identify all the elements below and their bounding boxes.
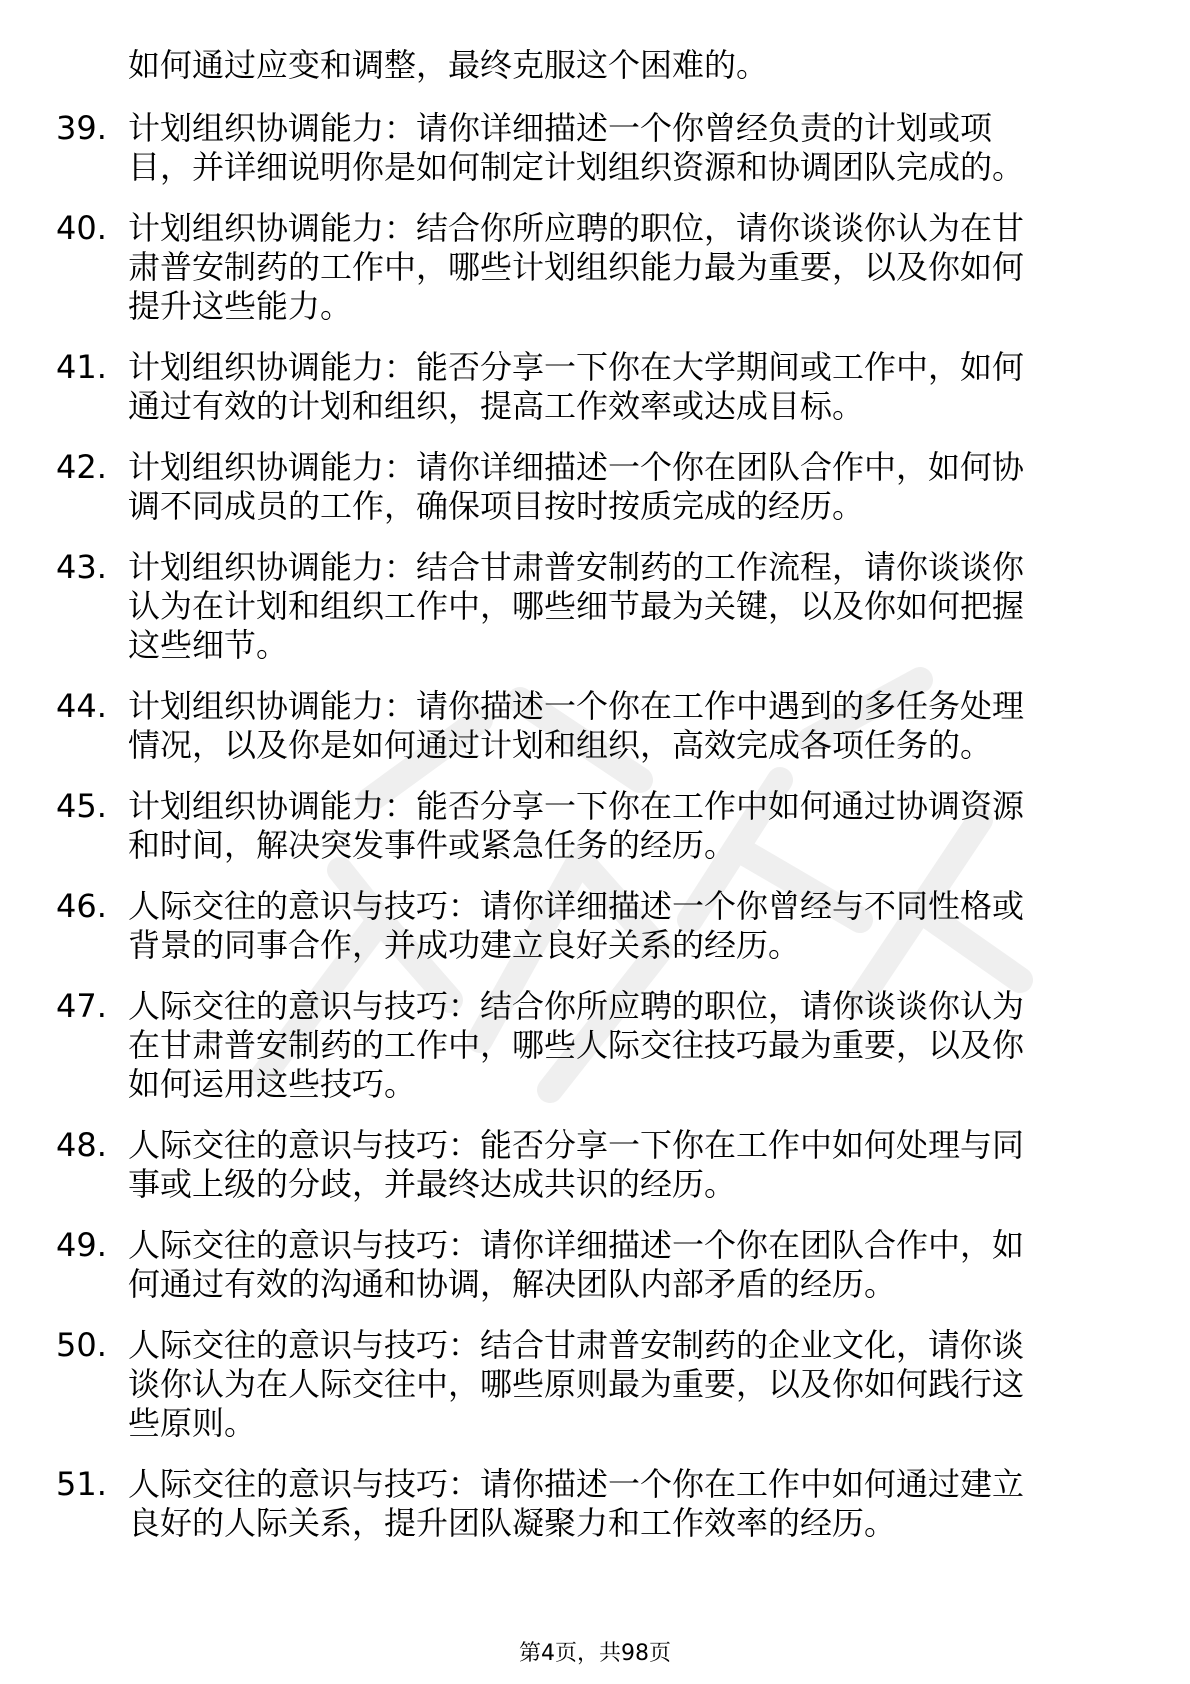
item-text-line: 提升这些能力。 — [128, 287, 353, 325]
item-text-line: 如何运用这些技巧。 — [128, 1065, 417, 1103]
list-item — [56, 209, 1116, 326]
item-number: 42. — [56, 448, 107, 486]
item-number: 49. — [56, 1226, 107, 1264]
item-text-line: 人际交往的意识与技巧：请你详细描述一个你曾经与不同性格或 — [128, 887, 1025, 925]
list-item — [56, 1226, 1116, 1304]
item-number: 41. — [56, 348, 107, 386]
item-number: 39. — [56, 109, 107, 147]
item-text-line: 计划组织协调能力：能否分享一下你在工作中如何通过协调资源 — [128, 787, 1025, 825]
list-item — [56, 548, 1116, 665]
item-number: 51. — [56, 1465, 107, 1503]
list-item — [56, 1465, 1116, 1543]
item-number: 40. — [56, 209, 107, 247]
item-number: 47. — [56, 987, 107, 1025]
item-text-line: 情况，以及你是如何通过计划和组织，高效完成各项任务的。 — [128, 726, 993, 764]
item-text-line: 人际交往的意识与技巧：请你描述一个你在工作中如何通过建立 — [128, 1465, 1025, 1503]
item-text — [128, 687, 1116, 765]
item-text — [128, 548, 1116, 665]
item-text — [128, 448, 1116, 526]
item-text-line: 计划组织协调能力：结合甘肃普安制药的工作流程，请你谈谈你 — [128, 548, 1025, 586]
item-text-line: 事或上级的分歧，并最终达成共识的经历。 — [128, 1165, 737, 1203]
item-number: 44. — [56, 687, 107, 725]
item-number: 45. — [56, 787, 107, 825]
item-text-line: 认为在计划和组织工作中，哪些细节最为关键，以及你如何把握 — [128, 587, 1025, 625]
item-text-line: 通过有效的计划和组织，提高工作效率或达成目标。 — [128, 387, 865, 425]
list-item — [56, 787, 1116, 865]
list-item — [56, 687, 1116, 765]
page-number-footer: 第4页，共98页 — [519, 1641, 671, 1666]
item-text-line: 和时间，解决突发事件或紧急任务的经历。 — [128, 826, 737, 864]
item-number: 43. — [56, 548, 107, 586]
item-text-line: 计划组织协调能力：请你详细描述一个你曾经负责的计划或项 — [128, 109, 993, 147]
item-text-line: 何通过有效的沟通和协调，解决团队内部矛盾的经历。 — [128, 1265, 897, 1303]
item-text-line: 目，并详细说明你是如何制定计划组织资源和协调团队完成的。 — [128, 148, 1025, 186]
item-number: 50. — [56, 1326, 107, 1364]
item-text-line: 计划组织协调能力：请你描述一个你在工作中遇到的多任务处理 — [128, 687, 1025, 725]
item-text — [128, 987, 1116, 1104]
item-text-line: 良好的人际关系，提升团队凝聚力和工作效率的经历。 — [128, 1504, 897, 1542]
item-text-line: 谈你认为在人际交往中，哪些原则最为重要，以及你如何践行这 — [128, 1365, 1025, 1403]
item-text-line: 计划组织协调能力：请你详细描述一个你在团队合作中，如何协 — [128, 448, 1025, 486]
item-text-line: 人际交往的意识与技巧：能否分享一下你在工作中如何处理与同 — [128, 1126, 1025, 1164]
item-text-line: 计划组织协调能力：能否分享一下你在大学期间或工作中，如何 — [128, 348, 1025, 386]
item-text — [128, 348, 1116, 426]
item-number: 46. — [56, 887, 107, 925]
item-text-line: 肃普安制药的工作中，哪些计划组织能力最为重要，以及你如何 — [128, 248, 1025, 286]
item-text — [128, 1126, 1116, 1204]
item-text-line: 调不同成员的工作，确保项目按时按质完成的经历。 — [128, 487, 865, 525]
item-text-line: 人际交往的意识与技巧：结合你所应聘的职位，请你谈谈你认为 — [128, 987, 1025, 1025]
continued-line: 如何通过应变和调整，最终克服这个困难的。 — [128, 46, 769, 84]
list-item — [56, 1126, 1116, 1204]
list-item — [56, 448, 1116, 526]
list-item — [56, 887, 1116, 965]
item-text — [128, 887, 1116, 965]
item-text-line: 这些细节。 — [128, 626, 289, 664]
item-number: 48. — [56, 1126, 107, 1164]
item-text — [128, 1226, 1116, 1304]
list-item — [56, 1326, 1116, 1443]
item-text — [128, 787, 1116, 865]
items-container — [56, 109, 1116, 1543]
list-item — [56, 348, 1116, 426]
item-text-line: 计划组织协调能力：结合你所应聘的职位，请你谈谈你认为在甘 — [128, 209, 1025, 247]
question-list — [56, 46, 1116, 1565]
item-text — [128, 109, 1116, 187]
list-item — [56, 987, 1116, 1104]
item-text-line: 背景的同事合作，并成功建立良好关系的经历。 — [128, 926, 801, 964]
list-item — [56, 109, 1116, 187]
item-text — [128, 1326, 1116, 1443]
item-text-line: 在甘肃普安制药的工作中，哪些人际交往技巧最为重要，以及你 — [128, 1026, 1025, 1064]
item-text-line: 人际交往的意识与技巧：结合甘肃普安制药的企业文化，请你谈 — [128, 1326, 1025, 1364]
item-text-line: 些原则。 — [128, 1404, 257, 1442]
item-text — [128, 209, 1116, 326]
item-text — [128, 1465, 1116, 1543]
item-text-line: 人际交往的意识与技巧：请你详细描述一个你在团队合作中，如 — [128, 1226, 1025, 1264]
